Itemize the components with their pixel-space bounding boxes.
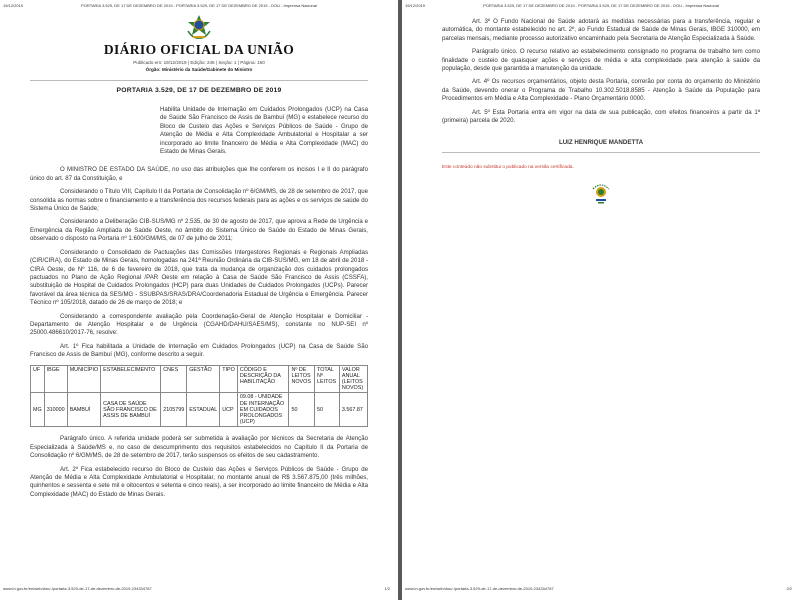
- column-header: GESTÃO: [187, 365, 220, 393]
- footer-url-link[interactable]: www.in.gov.br/en/web/dou/-/portaria-3.529-de-17-de-dezembro-de-2019-234334787: [3, 586, 152, 591]
- column-header: CNES: [161, 365, 187, 393]
- page-number: 1/2: [384, 586, 390, 591]
- ementa: Habilita Unidade de Internação em Cuidados Prolongados (UCP) na Casa de Saúde São Francisco de Assis de Bambuí (MG) e estabelece recurso do Bloco de Custeio das Ações e Serviços Públicos de Saúde - Grupo de Atenção de Média e Alta Complexidade Ambulatorial e Hospitalar a ser incorporado ao limite financeiro de Média e Alta Complexidade (MAC) do Estado de Minas Gerais.: [160, 106, 368, 156]
- document-page-1: [0, 0, 398, 600]
- paragraph: Considerando o Consolidado de Pactuações das Comissões Intergestores Regionais e Regionais Ampliadas (CIR/CIRA), do Estado de Minas Gerais, homologadas na 241ª Reunião Ordinária da CIB-SUS/MG, em 18 de abril de 2018 - CIRA Oeste, de Nº 116, de 6 de fevereiro de 2018, que trata da mudança de organização dos cuidados prolongados pactuados no Plano de Ação Regional /PAR Oeste em relação à Casa de Saúde São Francisco de Assis (CSSFA), substituição de Hospital de Cuidados Prolongados (HCP) para duas Unidades de Cuidados Prolongados (UCPs). Parecer favorável da área técnica da SES/MG - SSUBPAS/SRAS/DRA/Coordenadoria Estadual de Urgência e Emergência. Parecer Técnico nº 105/2018, datado de 26 de março de 2018; e: [30, 248, 368, 307]
- signature: LUIZ HENRIQUE MANDETTA: [558, 139, 644, 147]
- body-text: [30, 166, 368, 359]
- paragraph: Art. 1º Fica habilitada a Unidade de Internação em Cuidados Prolongados (UCP) na Casa de Saúde São Francisco de Assis de Bambuí (MG), conforme descrito a seguir.: [30, 342, 368, 359]
- table-row: [31, 393, 368, 427]
- table-cell: 50: [289, 393, 315, 427]
- table-cell: 09.08 - UNIDADE DE INTERNAÇÃO EM CUIDADOS PROLONGADOS (UCP): [237, 393, 289, 427]
- print-date: 19/12/2019: [3, 3, 24, 8]
- column-header: ESTABELECIMENTO: [101, 365, 161, 393]
- page-content: [442, 18, 760, 206]
- table-cell: ESTADUAL: [187, 393, 220, 427]
- page-number: 2/2: [786, 586, 792, 591]
- imprensa-nacional-logo-icon: [590, 180, 612, 206]
- publication-info: Publicado em: 19/12/2019 | Edição: 245 | Seção: 1 | Página: 160: [133, 60, 265, 65]
- paragraph: Parágrafo único. O recurso relativo ao estabelecimento consignado no programa de trabalho tem como finalidade o custeio de quaisquer ações e serviços de média e alta complexidade para atenção à saúde da população, desde que garantida a manutenção da unidade.: [442, 48, 760, 73]
- paragraph: Art. 5º Esta Portaria entra em vigor na data de sua publicação, com efeitos financeiros a partir da 1ª (primeira) parcela de 2020.: [442, 108, 760, 125]
- paragraph: Art. 3º O Fundo Nacional de Saúde adotará as medidas necessárias para a transferência, regular e automática, do montante estabelecido no art. 2º, ao Fundo Estadual de Saúde de Minas Gerais, IBGE 310000, em parcelas mensais, mediante processo autorizativo encaminhado pela Secretaria de Atenção Especializada à Saúde.: [442, 18, 760, 42]
- divider: [30, 80, 368, 81]
- page-content: [30, 14, 368, 504]
- document-page-2: [402, 0, 800, 600]
- footer-url-link[interactable]: www.in.gov.br/en/web/dou/-/portaria-3.529-de-17-de-dezembro-de-2019-234334787: [405, 586, 554, 591]
- table-cell: 310000: [44, 393, 67, 427]
- paragraph: Art. 2º Fica estabelecido recurso do Bloco de Custeio das Ações e Serviços Públicos de Saúde - Grupo de Atenção de Média e Alta Complexidade Ambulatorial e Hospitalar, no montante anual de R$ 3.567.875,00 (três milhões, quinhentos e sessenta e sete mil e oitocentos e setenta e cinco reais), a ser incorporado ao limite financeiro de Média e Alta Complexidade (MAC) do Estado de Minas Gerais.: [30, 465, 368, 498]
- print-footer: [0, 586, 398, 594]
- paragraph: O MINISTRO DE ESTADO DA SAÚDE, no uso das atribuições que lhe conferem os incisos I e II do parágrafo único do art. 87 da Constituição, e: [30, 166, 368, 182]
- table-cell: BAMBUÍ: [67, 393, 100, 427]
- brazil-coat-of-arms-icon: [185, 14, 213, 40]
- paragraph: Considerando a Deliberação CIB-SUS/MG nº 2.535, de 30 de agosto de 2017, que aprova a Rede de Urgência e Emergência da Região Ampliada de Saúde Oeste, no âmbito do Sistema Único de Saúde do Estado de Minas Gerais, observado o disposto na Portaria nº 1.600/GM/MS, de 07 de julho de 2011;: [30, 218, 368, 243]
- table-cell: 3.567.87: [339, 393, 367, 427]
- habilitation-table: [30, 365, 368, 428]
- print-date: 19/12/2019: [405, 3, 426, 8]
- document-title: PORTARIA 3.529, DE 17 DE DEZEMBRO DE 2019: [116, 87, 282, 94]
- table-cell: CASA DE SAÚDE SÃO FRANCISCO DE ASSIS DE BAMBUÍ: [101, 393, 161, 427]
- column-header: CÓDIGO E DESCRIÇÃO DA HABILITAÇÃO: [237, 365, 289, 393]
- print-footer: [402, 586, 800, 594]
- print-header: [0, 3, 398, 11]
- print-title: PORTARIA 3.529, DE 17 DE DEZEMBRO DE 2019 - PORTARIA 3.529, DE 17 DE DEZEMBRO DE 2019 - DOU - Imprensa Nacional: [81, 3, 317, 8]
- paragraph: Parágrafo único. A referida unidade poderá ser submetida à avaliação por técnicos da Secretaria de Atenção Especializada à Saúde/MS e, no caso de descumprimento dos requisitos estabelecidos no Capítulo II da Portaria de Consolidação nº 6/GM/MS, de 28 de setembro de 2017, terão suspensos os efeitos de seu cadastramento.: [30, 435, 368, 460]
- table-cell: 50: [315, 393, 340, 427]
- column-header: IBGE: [44, 365, 67, 393]
- column-header: MUNICÍPIO: [67, 365, 100, 393]
- print-header: [402, 3, 800, 11]
- column-header: Nº DE LEITOS NOVOS: [289, 365, 315, 393]
- paragraph: Considerando a correspondente avaliação pela Coordenação-Geral de Atenção Hospitalar e Domiciliar - Departamento de Atenção Hospitalar e de Urgência (CGAHD/DAHU/SAES/MS), constante no NUP-SEI nº 25000.486610/2017-76, resolve:: [30, 312, 368, 337]
- table-header-row: [31, 365, 368, 393]
- paragraph: Art. 4º Os recursos orçamentários, objeto desta Portaria, correrão por conta do orçamento do Ministério da Saúde, devendo onerar o Programa de Trabalho 10.302.5018.8585 - Atenção à Saúde da População para Procedimentos em Média e Alta Complexidade - Plano Orçamentário 0000.: [442, 78, 760, 103]
- column-header: TOTAL Nº LEITOS: [315, 365, 340, 393]
- table-cell: MG: [31, 393, 45, 427]
- column-header: UF: [31, 365, 45, 393]
- organ-line: Órgão: Ministério da Saúde/Gabinete do Ministro: [145, 67, 253, 72]
- divider: [442, 152, 760, 153]
- masthead: DIÁRIO OFICIAL DA UNIÃO: [103, 42, 295, 57]
- column-header: TIPO: [220, 365, 238, 393]
- table-cell: UCP: [220, 393, 238, 427]
- print-title: PORTARIA 3.529, DE 17 DE DEZEMBRO DE 2019 - PORTARIA 3.529, DE 17 DE DEZEMBRO DE 2019 - DOU - Imprensa Nacional: [483, 3, 719, 8]
- table-cell: 2105799: [161, 393, 187, 427]
- disclaimer: Este conteúdo não substitui o publicado na versão certificada.: [442, 165, 574, 171]
- column-header: VALOR ANUAL (LEITOS NOVOS): [339, 365, 367, 393]
- paragraph: Considerando o Título VIII, Capítulo II da Portaria de Consolidação nº 6/GM/MS, de 28 de setembro de 2017, que consolida as normas sobre o financiamento e a transferência dos recursos federais para as ações e os serviços de saúde do Sistema Único de Saúde;: [30, 188, 368, 213]
